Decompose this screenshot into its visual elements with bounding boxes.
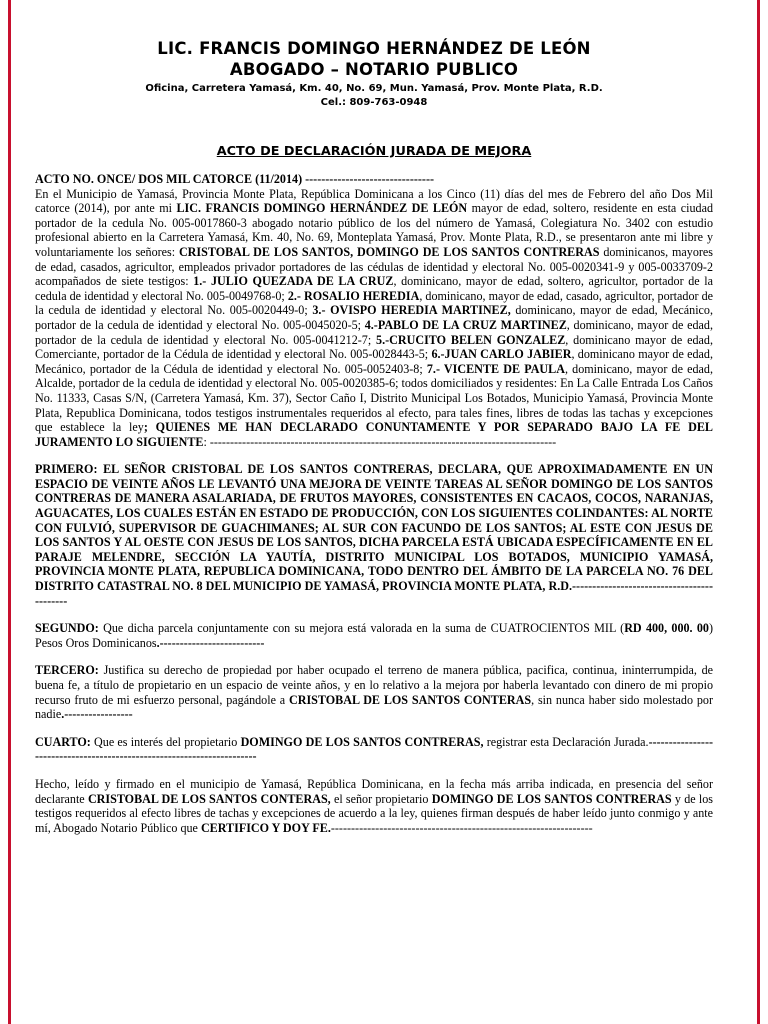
- document-body: [35, 172, 713, 835]
- cierre-run-6: -----------------------------------------------------------------: [330, 820, 593, 835]
- cierre-run-5: CERTIFICO Y DOY FE.: [200, 820, 331, 835]
- intro-run-4: dominicanos, mayores de edad, casados, agricultor, empleados privador portadores de las cédulas de identidad y electoral No. 005-0020341-9 y 005-0033709-2 acompañados de siete testigos:: [35, 244, 713, 289]
- cierre-run-0: Hecho, leído y firmado en el municipio de Yamasá, República Dominicana, en la fecha más arriba indicada, en presencia del señor declarante: [35, 776, 713, 806]
- lawyer-role: ABOGADO – NOTARIO PUBLICO: [229, 60, 519, 79]
- tercero-run-3: , sin nunca haber sido molestado por nadie: [35, 692, 713, 722]
- cierre-run-4: y de los testigos requeridos al efecto libres de tachas y excepciones de acuerdo a la ley, quienes firman después de haber leído junto conmigo y ante mí, Abogado Notario Público que: [35, 791, 713, 835]
- right-red-border: [757, 0, 760, 1024]
- intro-run-15: 6.-JUAN CARLO JABIER: [431, 347, 572, 362]
- intro-run-13: 5.-CRUCITO BELEN GONZALEZ: [376, 332, 566, 347]
- intro-run-7: 2.- ROSALIO HEREDIA: [287, 288, 420, 303]
- office-address: Oficina, Carretera Yamasá, Km. 40, No. 69, Mun. Yamasá, Prov. Monte Plata, R.D.: [145, 83, 603, 94]
- segundo-run-1: Que dicha parcela conjuntamente con su mejora está valorada en la suma de CUATROCIENTOS MIL (: [98, 621, 625, 636]
- primero-paragraph: PRIMERO: EL SEÑOR CRISTOBAL DE LOS SANTOS CONTRERAS, DECLARA, QUE APROXIMADAMENTE EN UN ESPACIO DE VEINTE AÑOS LE LEVANTÓ UNA MEJORA DE VEINTE TAREAS AL SEÑOR DOMINGO DE LOS SANTOS CONTRERAS DE MANERA ASALARIADA, DE FRUTOS MAYORES, CONSISTENTES EN CACAOS, COCOS, NARANJAS, AGUACATES, LOS CUALES ESTÁN EN ESTADO DE PRODUCCIÓN, CON LOS SIGUIENTES COLINDANTES: AL NORTE CON FULVIÓ, SUPERVISOR DE GUACHIMANES; AL SUR CON FACUNDO DE LOS SANTOS; AL ESTE CON JESUS DE LOS SANTOS Y AL OESTE CON JESUS DE LOS SANTOS, DICHA PARCELA ESTÁ UBICADA ESPECÍFICAMENTE EN EL PARAJE MELENDRE, SECCIÓN LA YAUTÍA, DISTRITO MUNICIPAL LOS BOTADOS, MUNICIPIO YAMASÁ, PROVINCIA MONTE PLATA, REPUBLICA DOMINICANA, TODO DENTRO DEL ÁMBITO DE LA PARCELA NO. 76 DEL DISTRITO CATASTRAL NO. 8 DEL MUNICIPIO DE YAMASÁ, PROVINCIA MONTE PLATA, R.D.-------------------------------------------: [35, 462, 713, 608]
- lawyer-name: LIC. FRANCIS DOMINGO HERNÁNDEZ DE LEÓN: [157, 39, 591, 58]
- intro-run-10: dominicano, mayor de edad, Mecánico, portador de la cedula de identidad y electoral No. 005-0045020-5;: [35, 303, 713, 332]
- intro-run-19: ; QUIENES ME HAN DECLARADO CONUNTAMENTE Y POR SEPARADO BAJO LA FE DEL JURAMENTO LO SIGUIENTE: [35, 420, 713, 449]
- segundo-paragraph: [35, 621, 713, 650]
- intro-run-12: , dominicano, mayor de edad, portador de la cedula de identidad y electoral No. 005-0041212-7;: [35, 317, 713, 347]
- cuarto-run-3: registrar esta Declaración Jurada.: [483, 734, 649, 749]
- closing-paragraph: [35, 777, 713, 835]
- acto-number: ACTO NO. ONCE/ DOS MIL CATORCE (11/2014) --------------------------------: [35, 172, 434, 186]
- intro-run-6: , dominicano, mayor de edad, soltero, agricultor, portador de la cedula de identidad y electoral No. 005-0049768-0;: [35, 274, 714, 303]
- intro-run-11: 4.-PABLO DE LA CRUZ MARTINEZ: [364, 317, 567, 332]
- segundo-run-2: RD 400, 000. 00: [624, 621, 709, 636]
- tercero-run-2: CRISTOBAL DE LOS SANTOS CONTERAS: [289, 692, 532, 707]
- tercero-run-0: TERCERO:: [35, 663, 99, 678]
- tercero-run-4: .-----------------: [61, 707, 133, 722]
- left-red-border: [8, 0, 11, 1024]
- segundo-run-3: ) Pesos Oros Dominicanos: [35, 621, 713, 650]
- segundo-run-4: .--------------------------: [156, 635, 265, 650]
- intro-run-20: : --------------------------------------------------------------------------------------: [203, 434, 557, 449]
- cuarto-run-1: Que es interés del propietario: [90, 734, 241, 749]
- intro-run-8: , dominicano, mayor de edad, casado, agricultor, portador de la cedula de identidad y electoral No. 005-0020449-0;: [35, 288, 714, 318]
- intro-run-9: 3.- OVISPO HEREDIA MARTINEZ,: [312, 303, 511, 318]
- tercero-paragraph: [35, 663, 713, 721]
- segundo-run-0: SEGUNDO:: [35, 621, 99, 636]
- intro-run-16: , dominicano mayor de edad, Mecánico, portador de la Cédula de identidad y electoral No. 005-0052403-8;: [35, 347, 713, 376]
- intro-run-2: mayor de edad, soltero, residente en esta ciudad portador de la cedula No. 005-0017860-3 abogado notario público de los del número de Yamasá, Colegiatura No. 3402 con estudio profesional abierto en la Carretera Yamasá, Km. 40, No. 69, Monteplata Yamasá, Prov. Monte Plata, R.D., se presentaron ante mi libre y voluntariamente los señores:: [35, 201, 713, 259]
- letterhead: [35, 38, 713, 110]
- intro-run-5: 1.- JULIO QUEZADA DE LA CRUZ: [193, 274, 394, 289]
- cierre-run-1: CRISTOBAL DE LOS SANTOS CONTERAS,: [87, 791, 331, 806]
- cuarto-run-2: DOMINGO DE LOS SANTOS CONTRERAS,: [240, 734, 484, 749]
- cierre-run-3: DOMINGO DE LOS SANTOS CONTRERAS: [431, 791, 672, 806]
- intro-run-1: LIC. FRANCIS DOMINGO HERNÁNDEZ DE LEÓN: [176, 201, 468, 216]
- cuarto-run-0: CUARTO:: [35, 734, 91, 749]
- intro-run-14: , dominicano mayor de edad, Comerciante, portador de la Cédula de identidad y electoral No. 005-0028443-5;: [35, 332, 713, 362]
- intro-run-18: , dominicano, mayor de edad, Alcalde, portador de la cedula de identidad y electoral No. 005-0020385-6; todos domiciliados y residentes: En La Calle Entrada Los Caños No. 11333, Casas S/N, (Carretera Yamasá, Km. 37), Sector Caño I, Distrito Municipal Los Botados, Municipio Yamasá, Provincia Monte Plata, Republica Dominicana, todos testigos instrumentales requeridos al efecto, para tales fines, libres de todas las tachas y excepciones que establece la ley: [35, 361, 713, 435]
- cell-phone: Cel.: 809-763-0948: [320, 97, 428, 108]
- cierre-run-2: el señor propietario: [330, 791, 432, 806]
- tercero-run-1: Justifica su derecho de propiedad por haber ocupado el terreno de manera pública, pacifica, continua, ininterrumpida, de buena fe, a título de propietario en un espacio de veinte años, y en lo relativo a la mejora por haberla levantado con dinero de mi propio recurso fruto de mi esfuerzo personal, pagándole a: [35, 663, 713, 707]
- intro-run-17: 7.- VICENTE DE PAULA: [426, 361, 565, 376]
- document-title: ACTO DE DECLARACIÓN JURADA DE MEJORA: [216, 144, 532, 159]
- intro-run-0: En el Municipio de Yamasá, Provincia Monte Plata, República Dominicana a los Cinco (11) días del mes de Febrero del año Dos Mil catorce (2014), por ante mi: [35, 186, 713, 216]
- intro-paragraph: [35, 187, 713, 450]
- document-page: [35, 38, 713, 835]
- cuarto-run-4: -----------------------------------------------------------------------: [35, 734, 713, 764]
- cuarto-paragraph: [35, 735, 713, 764]
- intro-run-3: CRISTOBAL DE LOS SANTOS, DOMINGO DE LOS SANTOS CONTRERAS: [178, 244, 600, 259]
